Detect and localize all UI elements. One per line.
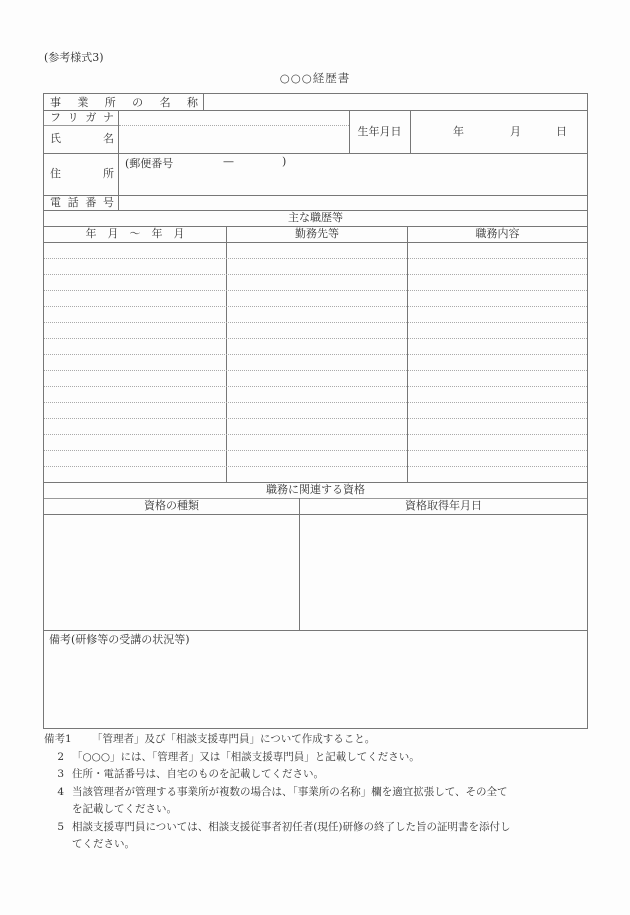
birthdate-year-unit: 年 <box>453 125 464 138</box>
note-item <box>44 819 594 837</box>
resume-form <box>43 93 588 729</box>
career-period-cell[interactable] <box>44 450 226 466</box>
career-employer-cell[interactable] <box>227 274 407 290</box>
phone-field[interactable] <box>119 195 587 210</box>
career-duties-cell[interactable] <box>408 450 587 466</box>
note-text: 当該管理者が管理する事業所が複数の場合は、「事業所の名称」欄を適宜拡張して、その全て <box>72 785 508 798</box>
career-period-cell[interactable] <box>44 418 226 434</box>
postal-code-prefix: (郵便番号 <box>125 157 174 170</box>
notes-section <box>44 731 594 854</box>
career-period-cell[interactable] <box>44 258 226 274</box>
address-label <box>50 153 114 195</box>
phone-label <box>50 195 114 210</box>
note-item <box>44 784 594 802</box>
career-period-cell[interactable] <box>44 322 226 338</box>
birthdate-label: 生年月日 <box>357 125 402 138</box>
career-period-cell[interactable] <box>44 338 226 354</box>
career-col-duties: 職務内容 <box>475 227 520 240</box>
office-name-label <box>50 95 198 110</box>
address-field[interactable] <box>119 153 587 195</box>
note-number: 2 <box>57 750 64 763</box>
furigana-field[interactable] <box>119 110 349 125</box>
label-char: 号 <box>102 196 114 209</box>
career-period-cell[interactable] <box>44 386 226 402</box>
career-duties-cell[interactable] <box>408 466 587 482</box>
career-duties-cell[interactable] <box>408 370 587 386</box>
career-period-cell[interactable] <box>44 242 226 258</box>
label-char: 番 <box>85 196 97 209</box>
label-char: 住 <box>50 167 61 180</box>
note-text: 住所・電話番号は、自宅のものを記載してください。 <box>72 768 324 780</box>
postal-code-dash: — <box>223 155 234 168</box>
furigana-label <box>50 111 114 125</box>
career-duties-cell[interactable] <box>408 354 587 370</box>
career-employer-cell[interactable] <box>227 418 407 434</box>
label-char: ガ <box>85 111 97 124</box>
career-col-employer: 勤務先等 <box>295 227 339 240</box>
notes-prefix: 備考1 <box>44 733 72 745</box>
birthdate-field[interactable] <box>411 110 587 153</box>
career-employer-cell[interactable] <box>227 434 407 450</box>
career-employer-cell[interactable] <box>227 322 407 338</box>
label-char: 所 <box>103 167 114 180</box>
qualification-type-field[interactable] <box>44 515 299 630</box>
career-period-cell[interactable] <box>44 306 226 322</box>
career-period-cell[interactable] <box>44 354 226 370</box>
career-employer-cell[interactable] <box>227 402 407 418</box>
label-char: 所 <box>104 96 116 109</box>
label-char: の <box>132 96 144 109</box>
label-char: 名 <box>103 132 114 145</box>
career-employer-cell[interactable] <box>227 338 407 354</box>
career-duties-cell[interactable] <box>408 386 587 402</box>
career-duties-cell[interactable] <box>408 434 587 450</box>
career-period-cell[interactable] <box>44 290 226 306</box>
qualification-col-type: 資格の種類 <box>144 499 199 512</box>
note-text-continued: てください。 <box>72 838 135 850</box>
career-duties-cell[interactable] <box>408 258 587 274</box>
career-duties-cell[interactable] <box>408 402 587 418</box>
qualification-col-date: 資格取得年月日 <box>405 499 482 512</box>
name-label <box>50 125 114 153</box>
career-period-cell[interactable] <box>44 274 226 290</box>
office-name-field[interactable] <box>204 94 588 110</box>
note-item <box>44 766 594 784</box>
birthdate-day-unit: 日 <box>556 125 567 138</box>
note-text: 相談支援専門員については、相談支援従事者初任者(現任)研修の終了した旨の証明書を添付し <box>72 820 511 833</box>
career-employer-cell[interactable] <box>227 354 407 370</box>
career-employer-cell[interactable] <box>227 258 407 274</box>
career-employer-cell[interactable] <box>227 466 407 482</box>
form-reference: (参考様式3) <box>44 51 104 64</box>
career-employer-cell[interactable] <box>227 306 407 322</box>
label-char: 電 <box>50 196 61 209</box>
note-number: 4 <box>57 785 64 798</box>
career-period-cell[interactable] <box>44 434 226 450</box>
note-number: 5 <box>57 820 64 833</box>
label-char: 名 <box>159 96 171 109</box>
name-field[interactable] <box>119 126 349 153</box>
label-char: 称 <box>186 96 198 109</box>
career-employer-cell[interactable] <box>227 450 407 466</box>
remarks-label: 備考(研修等の受講の状況等) <box>49 633 190 646</box>
qualifications-section-title: 職務に関連する資格 <box>266 483 365 496</box>
career-period-cell[interactable] <box>44 402 226 418</box>
label-char: 氏 <box>50 132 61 145</box>
career-employer-cell[interactable] <box>227 242 407 258</box>
label-char: 話 <box>67 196 79 209</box>
career-employer-cell[interactable] <box>227 290 407 306</box>
qualification-date-field[interactable] <box>300 515 587 630</box>
career-duties-cell[interactable] <box>408 322 587 338</box>
label-char: リ <box>67 111 79 124</box>
career-duties-cell[interactable] <box>408 274 587 290</box>
note-number: 3 <box>57 768 64 780</box>
note-item <box>44 731 594 749</box>
career-col-period: 年 月 ～ 年 月 <box>85 227 185 240</box>
label-char: ナ <box>102 111 114 124</box>
label-char: フ <box>50 111 61 124</box>
note-item <box>44 749 594 767</box>
remarks-field[interactable] <box>44 650 587 728</box>
note-text: 「管理者」及び「相談支援専門員」について作成すること。 <box>92 733 376 745</box>
document-title: ○○○経歴書 <box>279 71 351 85</box>
label-char: 事 <box>50 96 61 109</box>
note-text-continued: を記載してください。 <box>72 803 177 815</box>
career-period-cell[interactable] <box>44 370 226 386</box>
career-period-cell[interactable] <box>44 466 226 482</box>
career-section-title: 主な職歴等 <box>288 211 343 224</box>
career-employer-cell[interactable] <box>227 370 407 386</box>
career-duties-cell[interactable] <box>408 290 587 306</box>
career-duties-cell[interactable] <box>408 306 587 322</box>
career-employer-cell[interactable] <box>227 386 407 402</box>
postal-code-suffix: ) <box>282 155 287 168</box>
career-duties-cell[interactable] <box>408 338 587 354</box>
birthdate-month-unit: 月 <box>510 125 521 138</box>
label-char: 業 <box>77 96 89 109</box>
career-duties-cell[interactable] <box>408 418 587 434</box>
career-duties-cell[interactable] <box>408 242 587 258</box>
note-text: 「○○○」には、「管理者」又は「相談支援専門員」と記載してください。 <box>72 750 420 763</box>
